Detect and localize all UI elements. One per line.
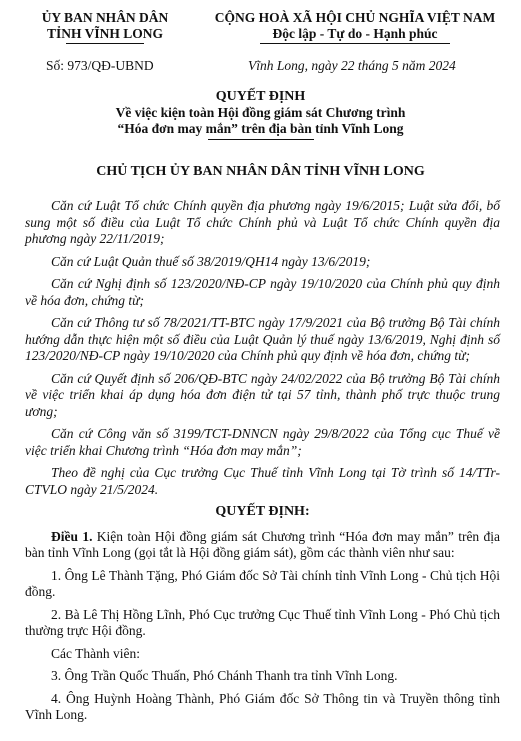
document-number: Số: 973/QĐ-UBND — [46, 58, 154, 73]
document-title — [0, 88, 521, 140]
legal-basis: Căn cứ Công văn số 3199/TCT-DNNCN ngày 29/8/2022 của Tổng cục Thuế về việc triển khai Chương trình “Hóa đơn may mắn”; — [25, 426, 500, 458]
title-subject-line-1: Về việc kiện toàn Hội đồng giám sát Chương trình — [115, 105, 406, 120]
member-item: 1. Ông Lê Thành Tặng, Phó Giám đốc Sở Tài chính tỉnh Vĩnh Long - Chủ tịch Hội đồng. — [25, 567, 500, 599]
org-line-1: ỦY BAN NHÂN DÂN — [41, 10, 169, 25]
article-1-text: Kiện toàn Hội đồng giám sát Chương trình “Hóa đơn may mắn” trên địa bàn tỉnh Vĩnh Long (gọi tắt là Hội đồng giám sát), gồm các thành viên như sau: — [25, 528, 501, 560]
member-item: 3. Ông Trần Quốc Thuấn, Phó Chánh Thanh tra tỉnh Vĩnh Long. — [51, 668, 398, 683]
member-item: 4. Ông Huỳnh Hoàng Thành, Phó Giám đốc Sở Thông tin và Truyền thông tỉnh Vĩnh Long. — [25, 690, 500, 722]
org-line-2: TỈNH VĨNH LONG — [46, 26, 164, 41]
title-subject-line-2: “Hóa đơn may mắn” trên địa bàn tỉnh Vĩnh Long — [117, 121, 404, 136]
issuing-authority — [20, 10, 190, 44]
national-motto — [196, 10, 514, 44]
article-1 — [25, 529, 500, 562]
member-item: 2. Bà Lê Thị Hồng Lĩnh, Phó Cục trưởng Cục Thuế tỉnh Vĩnh Long - Phó Chủ tịch thường trực Hội đồng. — [25, 606, 500, 638]
legal-basis: Căn cứ Nghị định số 123/2020/NĐ-CP ngày 19/10/2020 của Chính phủ quy định về hóa đơn, chứng từ; — [25, 276, 500, 308]
title-heading: QUYẾT ĐỊNH — [215, 89, 306, 104]
legal-basis: Căn cứ Thông tư số 78/2021/TT-BTC ngày 17/9/2021 của Bộ trưởng Bộ Tài chính hướng dẫn thực hiện một số điều của Luật Quản lý thuế ngày 13/6/2019, Nghị định số 123/2020/NĐ-CP ngày 19/10/2020 của Chính phủ quy định về hóa đơn, chứng từ; — [25, 315, 500, 363]
place-and-date: Vĩnh Long, ngày 22 tháng 5 năm 2024 — [248, 58, 456, 73]
document-body — [25, 198, 500, 730]
legal-basis: Căn cứ Luật Tổ chức Chính quyền địa phương ngày 19/6/2015; Luật sửa đổi, bổ sung một số điều của Luật Tổ chức Chính phủ và Luật Tổ chức Chính quyền địa phương ngày 22/11/2019; — [25, 198, 500, 246]
nation-line-2: Độc lập - Tự do - Hạnh phúc — [272, 26, 438, 41]
members-subheading: Các Thành viên: — [51, 645, 140, 661]
decision-heading: QUYẾT ĐỊNH: — [215, 504, 310, 519]
article-1-label: Điều 1. — [51, 528, 93, 544]
legal-basis: Căn cứ Luật Quản thuế số 38/2019/QH14 ngày 13/6/2019; — [51, 253, 371, 269]
authority-heading: CHỦ TỊCH ỦY BAN NHÂN DÂN TỈNH VĨNH LONG — [96, 164, 425, 179]
title-underline — [208, 139, 314, 140]
org-underline — [66, 43, 144, 44]
legal-basis: Căn cứ Quyết định số 206/QĐ-BTC ngày 24/02/2022 của Bộ trưởng Bộ Tài chính về việc triển khai áp dụng hóa đơn điện tử tại 57 tỉnh, thành phố trực thuộc trung ương; — [25, 370, 500, 419]
motto-underline — [260, 43, 450, 44]
legal-basis: Theo đề nghị của Cục trưởng Cục Thuế tỉnh Vĩnh Long tại Tờ trình số 14/TTr-CTVLO ngày 21/5/2024. — [25, 465, 500, 497]
nation-line-1: CỘNG HOÀ XÃ HỘI CHỦ NGHĨA VIỆT NAM — [214, 10, 496, 25]
